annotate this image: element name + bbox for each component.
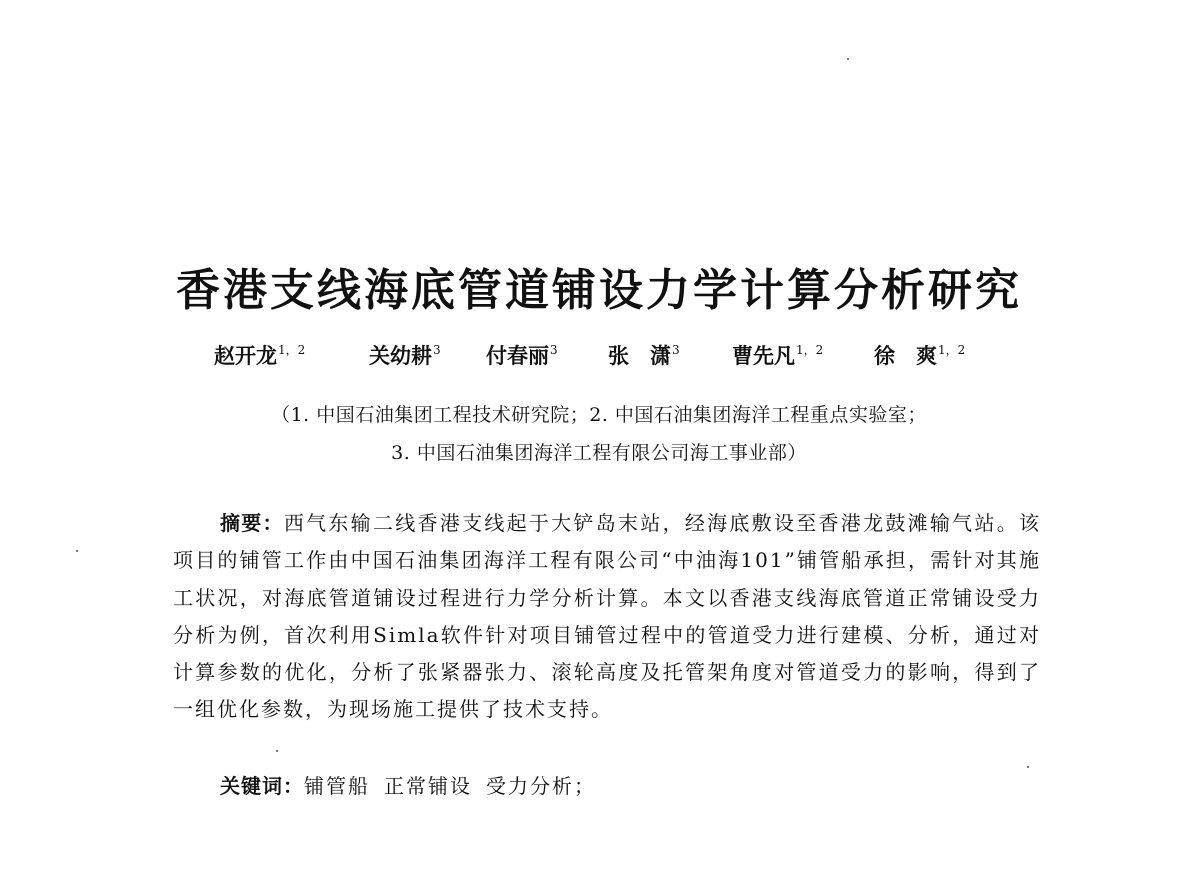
author-3: [486, 340, 558, 370]
author-name: 关幼耕: [369, 343, 432, 368]
author-affiliation-marker: 1，2: [278, 343, 306, 357]
author-2: [369, 340, 441, 370]
author-5: [732, 340, 823, 370]
author-affiliation-marker: 3: [433, 343, 441, 357]
scan-speck: [276, 750, 278, 752]
abstract-text: 西气东输二线香港支线起于大铲岛末站，经海底敷设至香港龙鼓滩输气站。该项目的铺管工作由中国石油集团海洋工程有限公司“中油海101”铺管船承担，需针对其施工状况，对海底管道铺设过程进行力学分析计算。本文以香港支线海底管道正常铺设受力分析为例，首次利用Simla软件针对项目铺管过程中的管道受力进行建模、分析，通过对计算参数的优化，分析了张紧器张力、滚轮高度及托管架角度对管道受力的影响，得到了一组优化参数，为现场施工提供了技术支持。: [173, 511, 1042, 722]
author-affiliation-marker: 3: [672, 343, 680, 357]
author-list: [214, 340, 994, 374]
keyword: 铺管船: [304, 774, 370, 798]
author-4: [608, 340, 680, 370]
keywords: [220, 770, 610, 799]
keywords-label: 关键词：: [220, 774, 304, 798]
author-1: [214, 340, 305, 370]
author-affiliation-marker: 1，2: [938, 343, 966, 357]
scan-speck: [1027, 766, 1029, 768]
author-name: 曹先凡: [732, 343, 795, 368]
keyword: 正常铺设: [384, 774, 472, 798]
author-6: [874, 340, 965, 370]
author-name: 徐 爽: [874, 343, 937, 368]
author-name: 付春丽: [486, 343, 549, 368]
author-name: 张 潇: [608, 343, 671, 368]
author-affiliation-marker: 3: [550, 343, 558, 357]
author-name: 赵开龙: [214, 343, 277, 368]
abstract: [173, 505, 1041, 729]
paper-title: 香港支线海底管道铺设力学计算分析研究: [176, 265, 1022, 316]
scan-speck: [76, 550, 78, 552]
affiliation-line-2: 3. 中国石油集团海洋工程有限公司海工事业部）: [391, 442, 807, 464]
scan-speck: [847, 58, 849, 60]
author-affiliation-marker: 1，2: [796, 343, 824, 357]
keyword: 受力分析；: [486, 774, 596, 798]
affiliation-line-1: （1. 中国石油集团工程技术研究院；2. 中国石油集团海洋工程重点实验室；: [271, 404, 927, 426]
abstract-label: 摘要：: [220, 511, 284, 535]
